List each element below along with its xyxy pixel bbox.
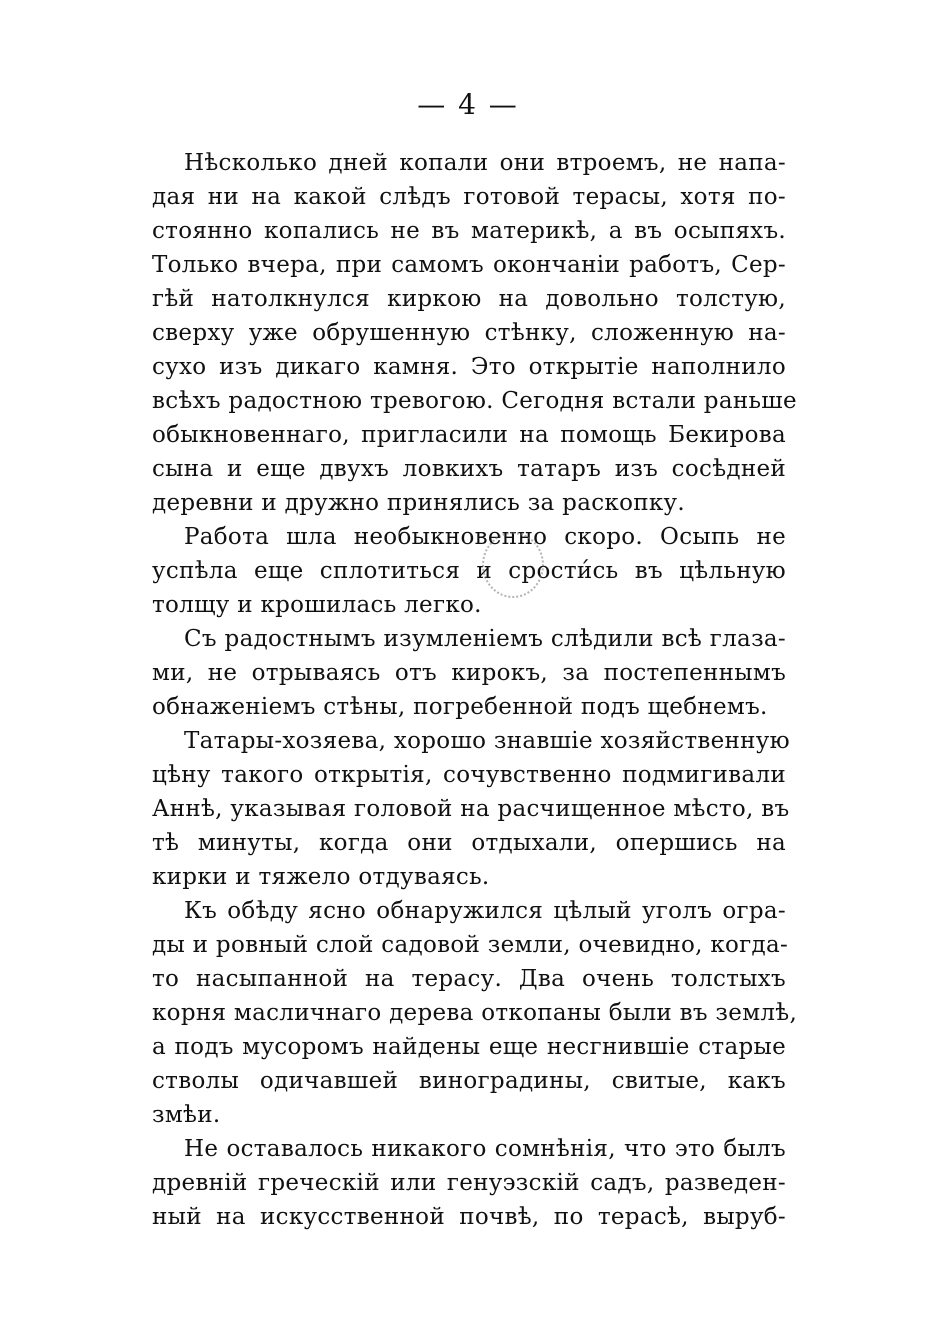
paragraph-3 <box>152 622 786 724</box>
text-line: цѣну такого открытія, сочувственно подмигивали <box>152 762 786 788</box>
text-line: Аннѣ, указывая головой на расчищенное мѣсто, въ <box>152 796 790 822</box>
text-line: Работа шла необыкновенно скоро. Осыпь не <box>184 524 786 550</box>
text-line: Только вчера, при самомъ окончаніи работъ, Сер- <box>152 252 786 278</box>
paragraph-4 <box>152 724 790 894</box>
text-line: то насыпанной на терасу. Два очень толстыхъ <box>152 966 786 992</box>
text-line: сухо изъ дикаго камня. Это открытіе наполнило <box>152 354 786 380</box>
paragraph-2 <box>152 520 786 622</box>
text-line: кирки и тяжело отдуваясь. <box>152 864 490 890</box>
text-line: сына и еще двухъ ловкихъ татаръ изъ сосѣдней <box>152 456 786 482</box>
text-line: тѣ минуты, когда они отдыхали, опершись на <box>152 830 786 856</box>
text-line: успѣла еще сплотиться и срости́сь въ цѣльную <box>152 558 786 584</box>
text-line: обнаженіемъ стѣны, погребенной подъ щебнемъ. <box>152 694 768 720</box>
text-line: древній греческій или генуэзскій садъ, разведен- <box>152 1170 786 1196</box>
text-line: гѣй натолкнулся киркою на довольно толстую, <box>152 286 786 312</box>
text-line: стволы одичавшей виноградины, свитые, какъ <box>152 1068 786 1094</box>
text-line: обыкновеннаго, пригласили на помощь Бекирова <box>152 422 786 448</box>
paragraph-6 <box>152 1132 786 1234</box>
text-line: толщу и крошилась легко. <box>152 592 482 618</box>
text-line: стоянно копались не въ материкѣ, а въ осыпяхъ. <box>152 218 786 244</box>
text-line: дая ни на какой слѣдъ готовой терасы, хотя по- <box>152 184 786 210</box>
body-text <box>152 146 798 1234</box>
text-line: Нѣсколько дней копали они втроемъ, не напа- <box>184 150 786 176</box>
text-line: ный на искусственной почвѣ, по терасѣ, выруб- <box>152 1204 786 1230</box>
text-line: ды и ровный слой садовой земли, очевидно, когда- <box>152 932 789 958</box>
page-number: — 4 — <box>417 88 519 121</box>
text-line: сверху уже обрушенную стѣнку, сложенную на- <box>152 320 786 346</box>
text-line: ми, не отрываясь отъ кирокъ, за постепеннымъ <box>152 660 786 686</box>
text-line: змѣи. <box>152 1102 221 1128</box>
text-line: Къ обѣду ясно обнаружился цѣлый уголъ огра- <box>184 898 786 924</box>
text-line: всѣхъ радостною тревогою. Сегодня встали раньше <box>152 388 797 414</box>
text-line: Съ радостнымъ изумленіемъ слѣдили всѣ глаза- <box>184 626 786 652</box>
text-line: а подъ мусоромъ найдены еще несгнившіе старые <box>152 1034 786 1060</box>
text-line: деревни и дружно принялись за раскопку. <box>152 490 685 516</box>
paragraph-5 <box>152 894 798 1132</box>
text-line: Татары-хозяева, хорошо знавшіе хозяйственную <box>184 728 790 754</box>
text-line: корня масличнаго дерева откопаны были въ землѣ, <box>152 1000 798 1026</box>
paragraph-1 <box>152 146 797 520</box>
text-line: Не оставалось никакого сомнѣнія, что это былъ <box>184 1136 786 1162</box>
